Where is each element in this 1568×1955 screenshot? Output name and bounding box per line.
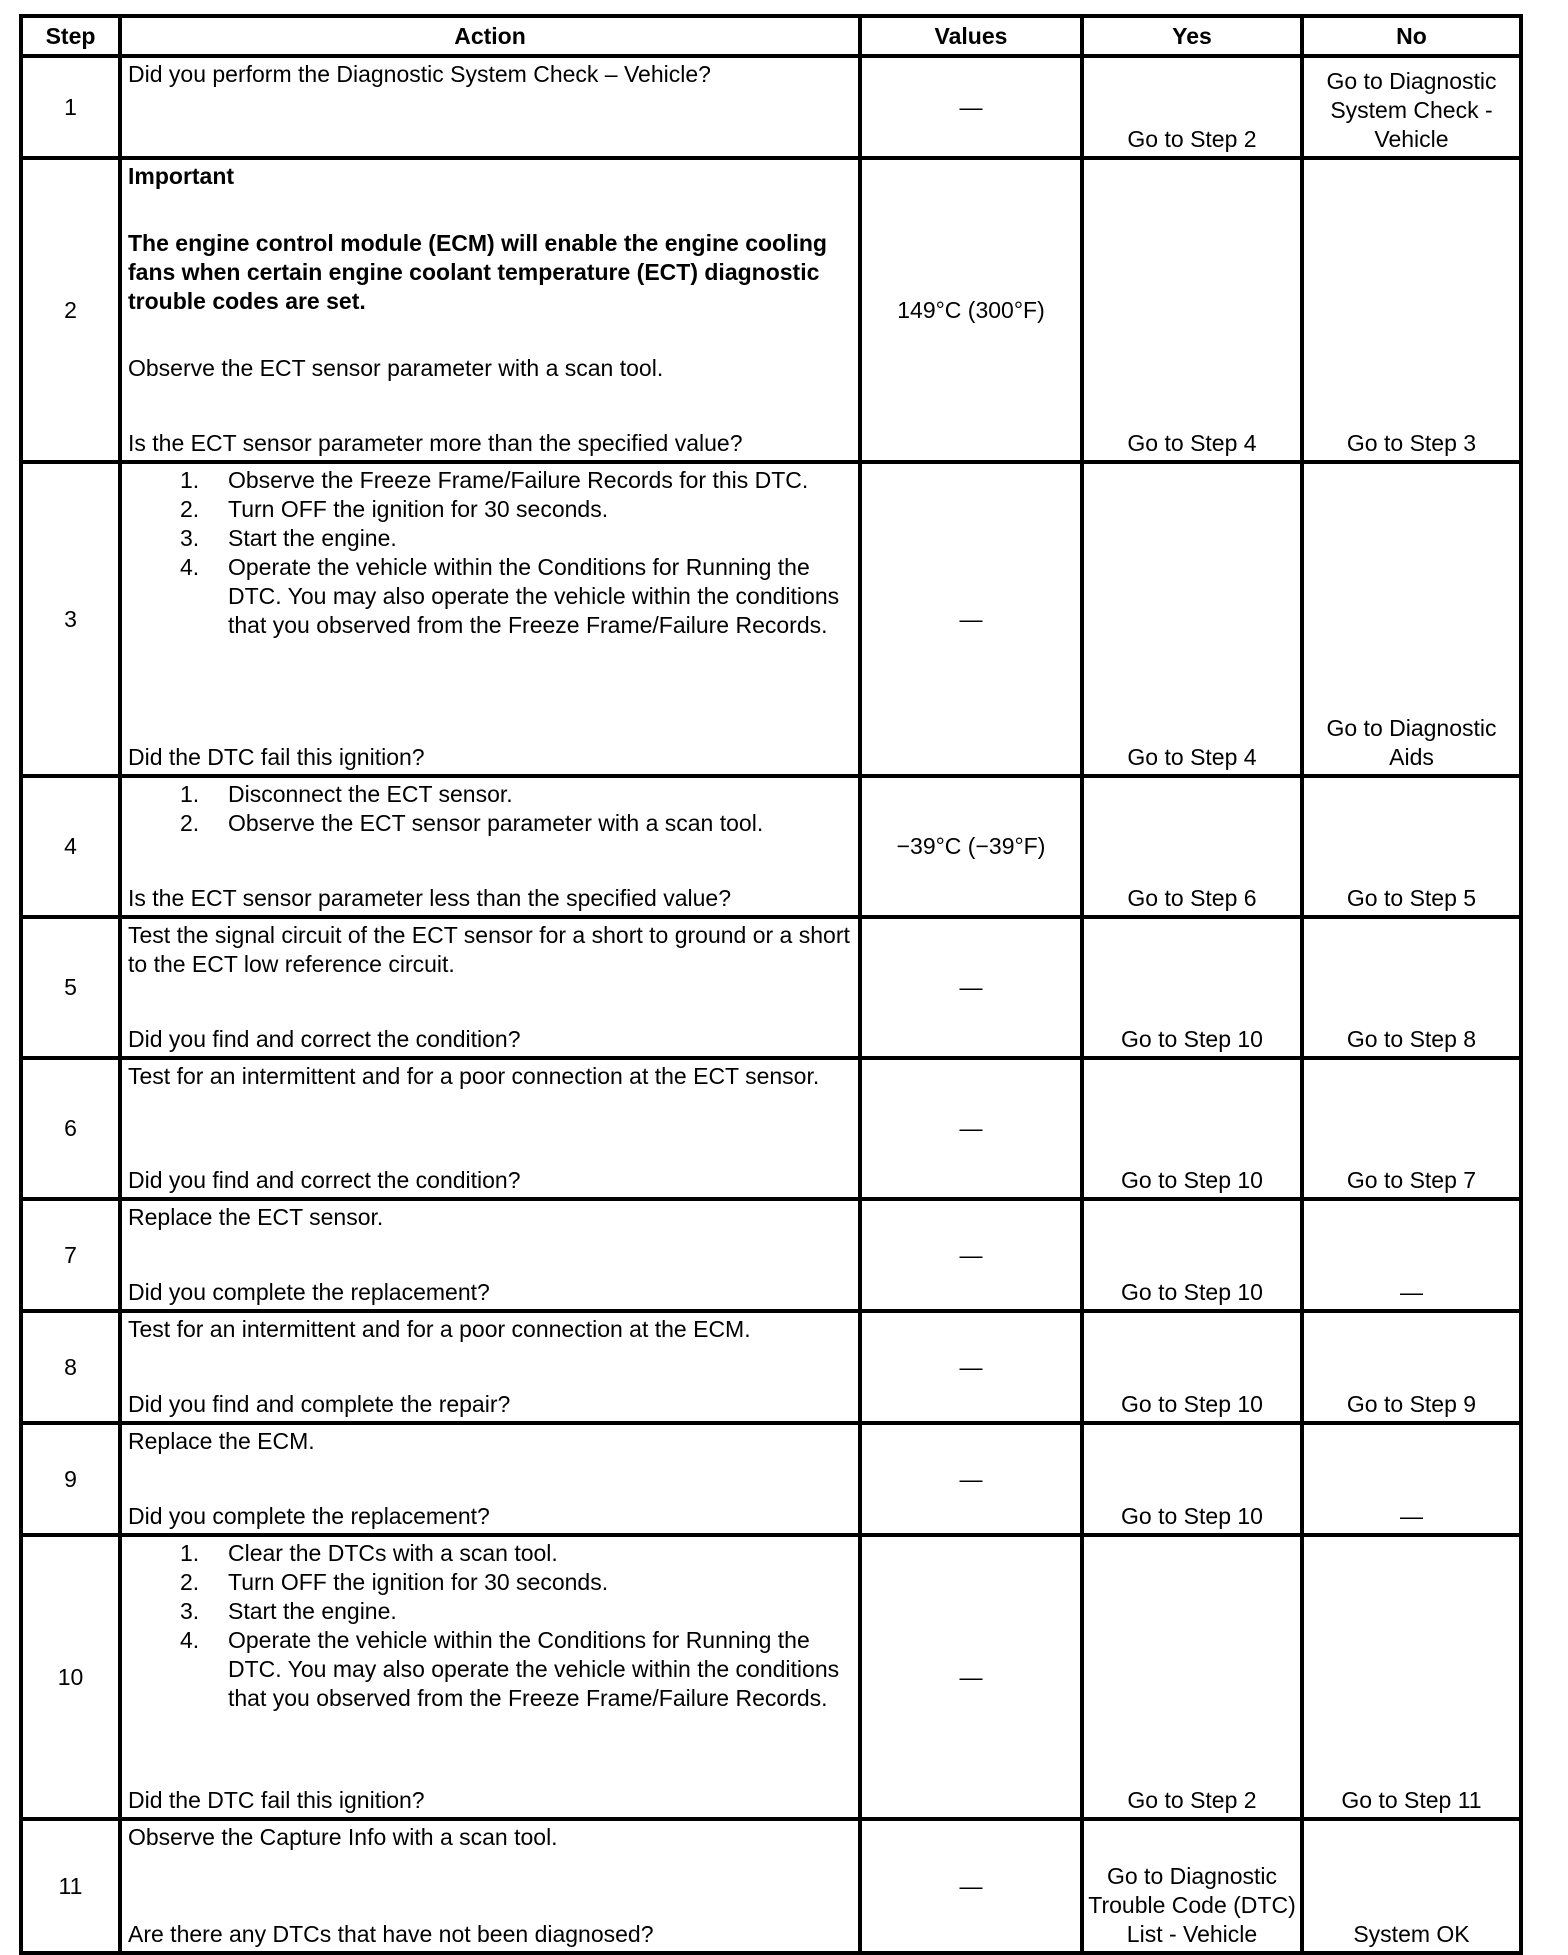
- step-number: 11: [21, 1819, 120, 1953]
- no-cell: —: [1302, 1199, 1521, 1311]
- action-question: Did you complete the replacement?: [128, 1279, 490, 1305]
- no-cell: Go to Diagnostic System Check - Vehicle: [1302, 56, 1521, 158]
- action-cell: [120, 1819, 860, 1953]
- action-cell: [120, 917, 860, 1058]
- step-number: 10: [21, 1535, 120, 1819]
- important-text: The engine control module (ECM) will enable the engine cooling fans when certain engine coolant temperature (ECT) diagnostic trouble codes are set.: [128, 230, 827, 314]
- action-body: [128, 466, 854, 640]
- action-text: Observe the Capture Info with a scan tool.: [128, 1824, 558, 1850]
- yes-cell: Go to Step 2: [1082, 1535, 1302, 1819]
- list-item-text: Turn OFF the ignition for 30 seconds.: [228, 1569, 609, 1595]
- list-item-number: 1.: [180, 781, 200, 807]
- table-row: [21, 56, 1521, 158]
- list-item: [128, 1539, 854, 1568]
- value-cell: —: [860, 1311, 1082, 1423]
- action-text: Did you perform the Diagnostic System Check – Vehicle?: [128, 61, 711, 87]
- yes-cell: Go to Diagnostic Trouble Code (DTC) List - Vehicle: [1082, 1819, 1302, 1953]
- list-item-number: 3.: [180, 1598, 200, 1624]
- action-question: Is the ECT sensor parameter more than the specified value?: [128, 430, 743, 456]
- table-row: [21, 917, 1521, 1058]
- value-cell: —: [860, 1819, 1082, 1953]
- yes-cell: Go to Step 10: [1082, 1423, 1302, 1535]
- action-cell: [120, 56, 860, 158]
- list-item-text: Operate the vehicle within the Conditions for Running the DTC. You may also operate the vehicle within the conditions that you observed from the Freeze Frame/Failure Records.: [228, 1627, 840, 1711]
- action-cell: [120, 462, 860, 776]
- action-cell: [120, 1058, 860, 1199]
- list-item-text: Operate the vehicle within the Conditions for Running the DTC. You may also operate the vehicle within the conditions that you observed from the Freeze Frame/Failure Records.: [228, 554, 840, 638]
- list-item: [128, 1597, 854, 1626]
- action-body: [128, 162, 854, 383]
- action-text: Observe the ECT sensor parameter with a scan tool.: [128, 355, 664, 381]
- yes-cell: Go to Step 6: [1082, 776, 1302, 917]
- header-yes: Yes: [1082, 16, 1302, 56]
- list-item: [128, 524, 854, 553]
- action-question: Did you complete the replacement?: [128, 1503, 490, 1529]
- action-cell: [120, 1199, 860, 1311]
- step-number: 3: [21, 462, 120, 776]
- action-cell: [120, 1423, 860, 1535]
- action-text: Test the signal circuit of the ECT sensor for a short to ground or a short to the ECT low reference circuit.: [128, 922, 850, 977]
- procedure-list: [128, 466, 854, 640]
- list-item-text: Start the engine.: [228, 525, 397, 551]
- step-number: 7: [21, 1199, 120, 1311]
- no-cell: Go to Step 3: [1302, 158, 1521, 462]
- value-cell: —: [860, 1535, 1082, 1819]
- table-row: [21, 158, 1521, 462]
- procedure-list: [128, 780, 854, 838]
- list-item: [128, 1568, 854, 1597]
- action-question: Did the DTC fail this ignition?: [128, 744, 425, 770]
- action-cell: [120, 1535, 860, 1819]
- step-number: 1: [21, 56, 120, 158]
- step-number: 8: [21, 1311, 120, 1423]
- action-question: Did you find and correct the condition?: [128, 1167, 521, 1193]
- action-text: Test for an intermittent and for a poor connection at the ECT sensor.: [128, 1063, 820, 1089]
- list-item-number: 1.: [180, 467, 200, 493]
- table-row: [21, 1199, 1521, 1311]
- value-cell: —: [860, 917, 1082, 1058]
- list-item: [128, 553, 854, 640]
- list-item-number: 3.: [180, 525, 200, 551]
- step-number: 5: [21, 917, 120, 1058]
- header-values: Values: [860, 16, 1082, 56]
- no-cell: Go to Step 7: [1302, 1058, 1521, 1199]
- action-question: Did the DTC fail this ignition?: [128, 1787, 425, 1813]
- yes-cell: Go to Step 2: [1082, 56, 1302, 158]
- no-cell: System OK: [1302, 1819, 1521, 1953]
- action-text: Replace the ECM.: [128, 1428, 315, 1454]
- value-cell: —: [860, 1058, 1082, 1199]
- list-item: [128, 780, 854, 809]
- step-number: 9: [21, 1423, 120, 1535]
- no-cell: —: [1302, 1423, 1521, 1535]
- list-item-text: Start the engine.: [228, 1598, 397, 1624]
- no-cell: Go to Step 5: [1302, 776, 1521, 917]
- step-number: 4: [21, 776, 120, 917]
- action-body: [128, 780, 854, 838]
- value-cell: —: [860, 1423, 1082, 1535]
- action-cell: [120, 1311, 860, 1423]
- list-item-text: Observe the ECT sensor parameter with a scan tool.: [228, 810, 764, 836]
- action-question: Is the ECT sensor parameter less than the specified value?: [128, 885, 732, 911]
- list-item-text: Clear the DTCs with a scan tool.: [228, 1540, 558, 1566]
- action-body: [128, 921, 854, 979]
- header-row: [21, 16, 1521, 56]
- table-row: [21, 1311, 1521, 1423]
- value-cell: —: [860, 1199, 1082, 1311]
- list-item-text: Observe the Freeze Frame/Failure Records for this DTC.: [228, 467, 809, 493]
- action-body: [128, 1315, 854, 1344]
- list-item-text: Turn OFF the ignition for 30 seconds.: [228, 496, 609, 522]
- header-action: Action: [120, 16, 860, 56]
- value-cell: —: [860, 56, 1082, 158]
- yes-cell: Go to Step 10: [1082, 1199, 1302, 1311]
- value-cell: −39°C (−39°F): [860, 776, 1082, 917]
- value-cell: —: [860, 462, 1082, 776]
- table-row: [21, 776, 1521, 917]
- action-body: [128, 1539, 854, 1713]
- list-item-number: 2.: [180, 810, 200, 836]
- header-no: No: [1302, 16, 1521, 56]
- list-item: [128, 495, 854, 524]
- table-row: [21, 1819, 1521, 1953]
- action-body: [128, 1203, 854, 1232]
- action-text: Replace the ECT sensor.: [128, 1204, 384, 1230]
- action-body: [128, 1823, 854, 1852]
- no-cell: Go to Diagnostic Aids: [1302, 462, 1521, 776]
- step-number: 6: [21, 1058, 120, 1199]
- no-cell: Go to Step 8: [1302, 917, 1521, 1058]
- action-body: [128, 1062, 854, 1091]
- table-row: [21, 1535, 1521, 1819]
- header-step: Step: [21, 16, 120, 56]
- list-item: [128, 809, 854, 838]
- action-question: Did you find and correct the condition?: [128, 1026, 521, 1052]
- list-item: [128, 466, 854, 495]
- list-item-number: 2.: [180, 1569, 200, 1595]
- list-item-number: 4.: [180, 1627, 200, 1653]
- action-cell: [120, 158, 860, 462]
- action-question: Are there any DTCs that have not been diagnosed?: [128, 1921, 654, 1947]
- action-body: [128, 1427, 854, 1456]
- list-item-number: 1.: [180, 1540, 200, 1566]
- list-item-number: 2.: [180, 496, 200, 522]
- diagnostic-table: [19, 14, 1523, 1955]
- action-text: Test for an intermittent and for a poor connection at the ECM.: [128, 1316, 751, 1342]
- table-row: [21, 1058, 1521, 1199]
- list-item-text: Disconnect the ECT sensor.: [228, 781, 513, 807]
- yes-cell: Go to Step 10: [1082, 1311, 1302, 1423]
- no-cell: Go to Step 11: [1302, 1535, 1521, 1819]
- yes-cell: Go to Step 10: [1082, 917, 1302, 1058]
- action-cell: [120, 776, 860, 917]
- step-number: 2: [21, 158, 120, 462]
- list-item-number: 4.: [180, 554, 200, 580]
- no-cell: Go to Step 9: [1302, 1311, 1521, 1423]
- action-question: Did you find and complete the repair?: [128, 1391, 511, 1417]
- yes-cell: Go to Step 10: [1082, 1058, 1302, 1199]
- yes-cell: Go to Step 4: [1082, 158, 1302, 462]
- yes-cell: Go to Step 4: [1082, 462, 1302, 776]
- value-cell: 149°C (300°F): [860, 158, 1082, 462]
- table-row: [21, 1423, 1521, 1535]
- table-row: [21, 462, 1521, 776]
- action-body: [128, 60, 854, 89]
- list-item: [128, 1626, 854, 1713]
- important-label: Important: [128, 163, 235, 189]
- procedure-list: [128, 1539, 854, 1713]
